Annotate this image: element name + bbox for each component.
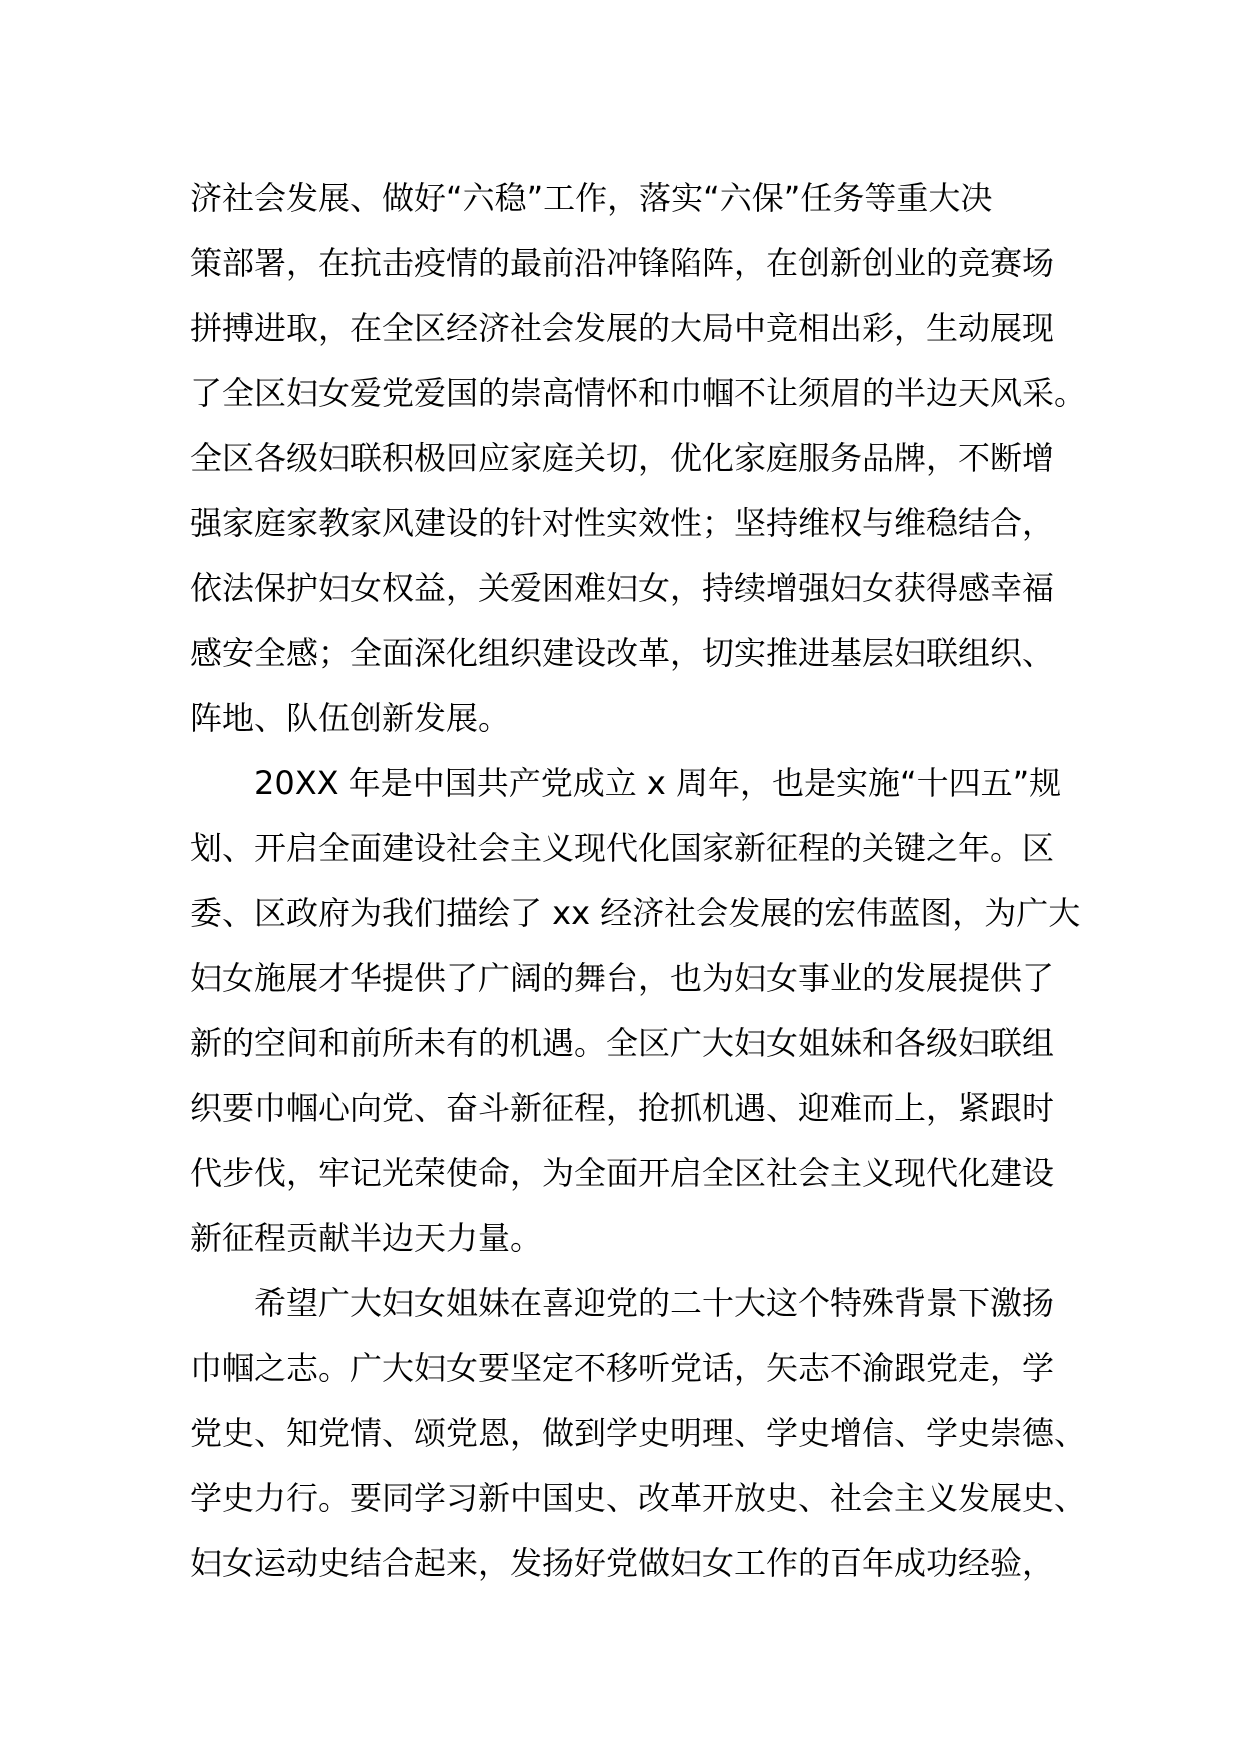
paragraph-2 — [190, 751, 1081, 1271]
text-line: 巾帼之志。广大妇女要坚定不移听党话，矢志不渝跟党走，学 — [190, 1349, 1055, 1387]
text-line: 拼搏进取，在全区经济社会发展的大局中竞相出彩，生动展现 — [190, 309, 1055, 347]
text-line: 济社会发展、做好“六稳”工作，落实“六保”任务等重大决 — [190, 179, 993, 217]
text-line: 全区各级妇联积极回应家庭关切，优化家庭服务品牌，不断增 — [190, 439, 1055, 477]
text-line: 强家庭家教家风建设的针对性实效性；坚持维权与维稳结合， — [190, 504, 1055, 542]
text-line: 委、区政府为我们描绘了 xx 经济社会发展的宏伟蓝图，为广大 — [190, 894, 1081, 932]
text-line-indented: 20XX 年是中国共产党成立 x 周年，也是实施“十四五”规 — [254, 764, 1062, 802]
text-line: 妇女运动史结合起来，发扬好党做妇女工作的百年成功经验， — [190, 1544, 1055, 1582]
document-body — [190, 166, 1087, 1596]
paragraph-3 — [190, 1271, 1087, 1596]
text-line: 新征程贡献半边天力量。 — [190, 1219, 543, 1257]
text-line: 划、开启全面建设社会主义现代化国家新征程的关键之年。区 — [190, 829, 1055, 867]
text-line: 织要巾帼心向党、奋斗新征程，抢抓机遇、迎难而上，紧跟时 — [190, 1089, 1055, 1127]
text-line: 代步伐，牢记光荣使命，为全面开启全区社会主义现代化建设 — [190, 1154, 1055, 1192]
text-line: 策部署，在抗击疫情的最前沿冲锋陷阵，在创新创业的竞赛场 — [190, 244, 1055, 282]
text-line: 妇女施展才华提供了广阔的舞台，也为妇女事业的发展提供了 — [190, 959, 1055, 997]
text-line: 学史力行。要同学习新中国史、改革开放史、社会主义发展史、 — [190, 1479, 1087, 1517]
paragraph-1 — [190, 166, 1087, 751]
text-line: 了全区妇女爱党爱国的崇高情怀和巾帼不让须眉的半边天风采。 — [190, 374, 1087, 412]
text-line: 新的空间和前所未有的机遇。全区广大妇女姐妹和各级妇联组 — [190, 1024, 1055, 1062]
text-line-indented: 希望广大妇女姐妹在喜迎党的二十大这个特殊背景下激扬 — [254, 1284, 1055, 1322]
text-line: 阵地、队伍创新发展。 — [190, 699, 511, 737]
text-line: 党史、知党情、颂党恩，做到学史明理、学史增信、学史崇德、 — [190, 1414, 1087, 1452]
text-line: 依法保护妇女权益，关爱困难妇女，持续增强妇女获得感幸福 — [190, 569, 1055, 607]
text-line: 感安全感；全面深化组织建设改革，切实推进基层妇联组织、 — [190, 634, 1055, 672]
